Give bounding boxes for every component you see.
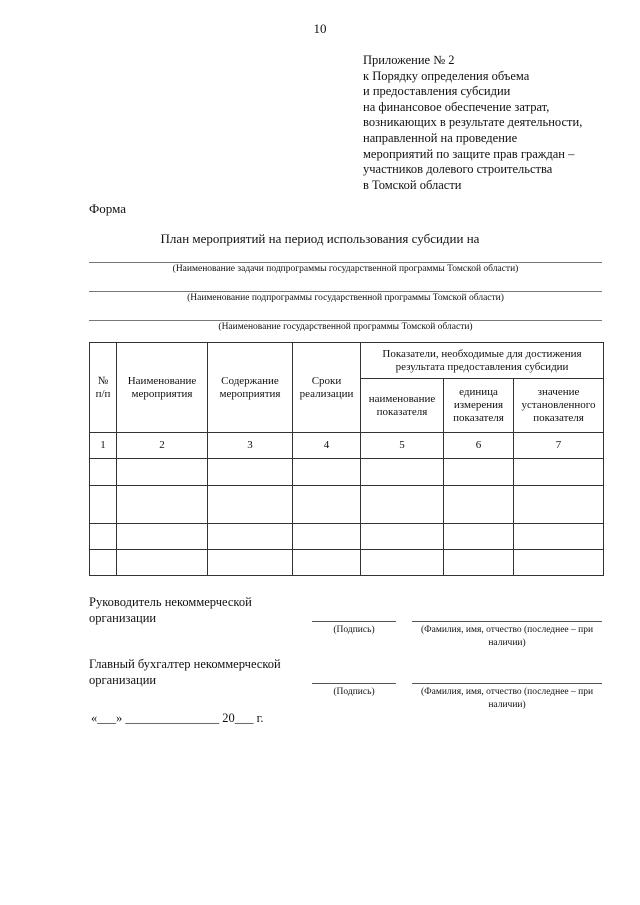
column-number: 4: [293, 433, 361, 459]
table-cell: [361, 486, 444, 524]
table-cell: [117, 550, 208, 576]
plan-title: План мероприятий на период использования субсидии на: [160, 231, 480, 246]
appendix-line: и предоставления субсидии: [363, 84, 511, 99]
table-cell: [117, 459, 208, 486]
table-row: [90, 550, 604, 576]
program-name-line: [89, 320, 602, 321]
head-signature-caption: (Подпись): [333, 625, 375, 635]
table-cell: [208, 459, 293, 486]
table-cell: [90, 524, 117, 550]
table-cell: [361, 550, 444, 576]
appendix-line: участников долевого строительства: [363, 162, 553, 177]
column-number: 2: [117, 433, 208, 459]
header-event-name: Наименование мероприятия: [117, 343, 208, 433]
column-number-row: [90, 433, 604, 459]
table-cell: [293, 459, 361, 486]
header-value: значение установленного показателя: [514, 379, 604, 433]
page-number: 10: [313, 21, 327, 36]
column-number: 3: [208, 433, 293, 459]
table-cell: [208, 524, 293, 550]
form-label: Форма: [89, 201, 126, 216]
appendix-line: направленной на проведение: [363, 130, 518, 145]
table-cell: [514, 459, 604, 486]
table-cell: [514, 550, 604, 576]
column-number: 5: [361, 433, 444, 459]
table-cell: [117, 524, 208, 550]
table-row: [90, 524, 604, 550]
head-signature-line: [312, 621, 396, 622]
task-name-line: [89, 262, 602, 263]
column-number: 6: [444, 433, 514, 459]
header-content: Содержание мероприятия: [208, 343, 293, 433]
header-indicator-name: наименование показателя: [361, 379, 444, 433]
table-cell: [90, 486, 117, 524]
program-name-caption: (Наименование государственной программы Томской области): [218, 322, 473, 332]
head-name-caption: (Фамилия, имя, отчество (последнее – при наличии): [420, 625, 594, 648]
table-row: [90, 486, 604, 524]
accountant-signature-caption: (Подпись): [333, 687, 375, 697]
table-cell: [444, 459, 514, 486]
table-cell: [361, 459, 444, 486]
header-indicators-group: Показатели, необходимые для достижения результата предоставления субсидии: [361, 343, 604, 379]
table-row: [90, 459, 604, 486]
column-number: 7: [514, 433, 604, 459]
table-cell: [444, 486, 514, 524]
accountant-name-caption: (Фамилия, имя, отчество (последнее – при наличии): [420, 687, 594, 710]
appendix-line: в Томской области: [363, 177, 462, 192]
column-number: 1: [90, 433, 117, 459]
header-unit: единица измерения показателя: [444, 379, 514, 433]
subprogram-name-line: [89, 291, 602, 292]
appendix-line: Приложение № 2: [363, 53, 455, 67]
head-label: Руководитель некоммерческой организации: [89, 595, 252, 625]
table-cell: [361, 524, 444, 550]
task-name-caption: (Наименование задачи подпрограммы государственной программы Томской области): [172, 264, 519, 274]
appendix-header: [363, 53, 582, 193]
table-cell: [90, 459, 117, 486]
appendix-line: мероприятий по защите прав граждан –: [363, 146, 575, 161]
accountant-signature-line: [312, 683, 396, 684]
header-num: № п/п: [90, 343, 117, 433]
table-cell: [514, 524, 604, 550]
table-cell: [117, 486, 208, 524]
table-cell: [208, 550, 293, 576]
header-terms: Сроки реализации: [293, 343, 361, 433]
head-name-line: [412, 621, 602, 622]
appendix-line: на финансовое обеспечение затрат,: [363, 99, 550, 114]
events-plan-table: [89, 342, 604, 576]
table-cell: [293, 486, 361, 524]
subprogram-name-caption: (Наименование подпрограммы государственной программы Томской области): [187, 293, 504, 303]
appendix-line: возникающих в результате деятельности,: [363, 115, 583, 130]
table-cell: [514, 486, 604, 524]
table-cell: [293, 550, 361, 576]
table-cell: [293, 524, 361, 550]
accountant-name-line: [412, 683, 602, 684]
table-cell: [208, 486, 293, 524]
table-cell: [444, 524, 514, 550]
table-cell: [90, 550, 117, 576]
table-cell: [444, 550, 514, 576]
accountant-label: Главный бухгалтер некоммерческой организации: [89, 657, 281, 687]
appendix-line: к Порядку определения объема: [363, 68, 530, 83]
date-line: «___» _______________ 20___ г.: [91, 711, 264, 725]
